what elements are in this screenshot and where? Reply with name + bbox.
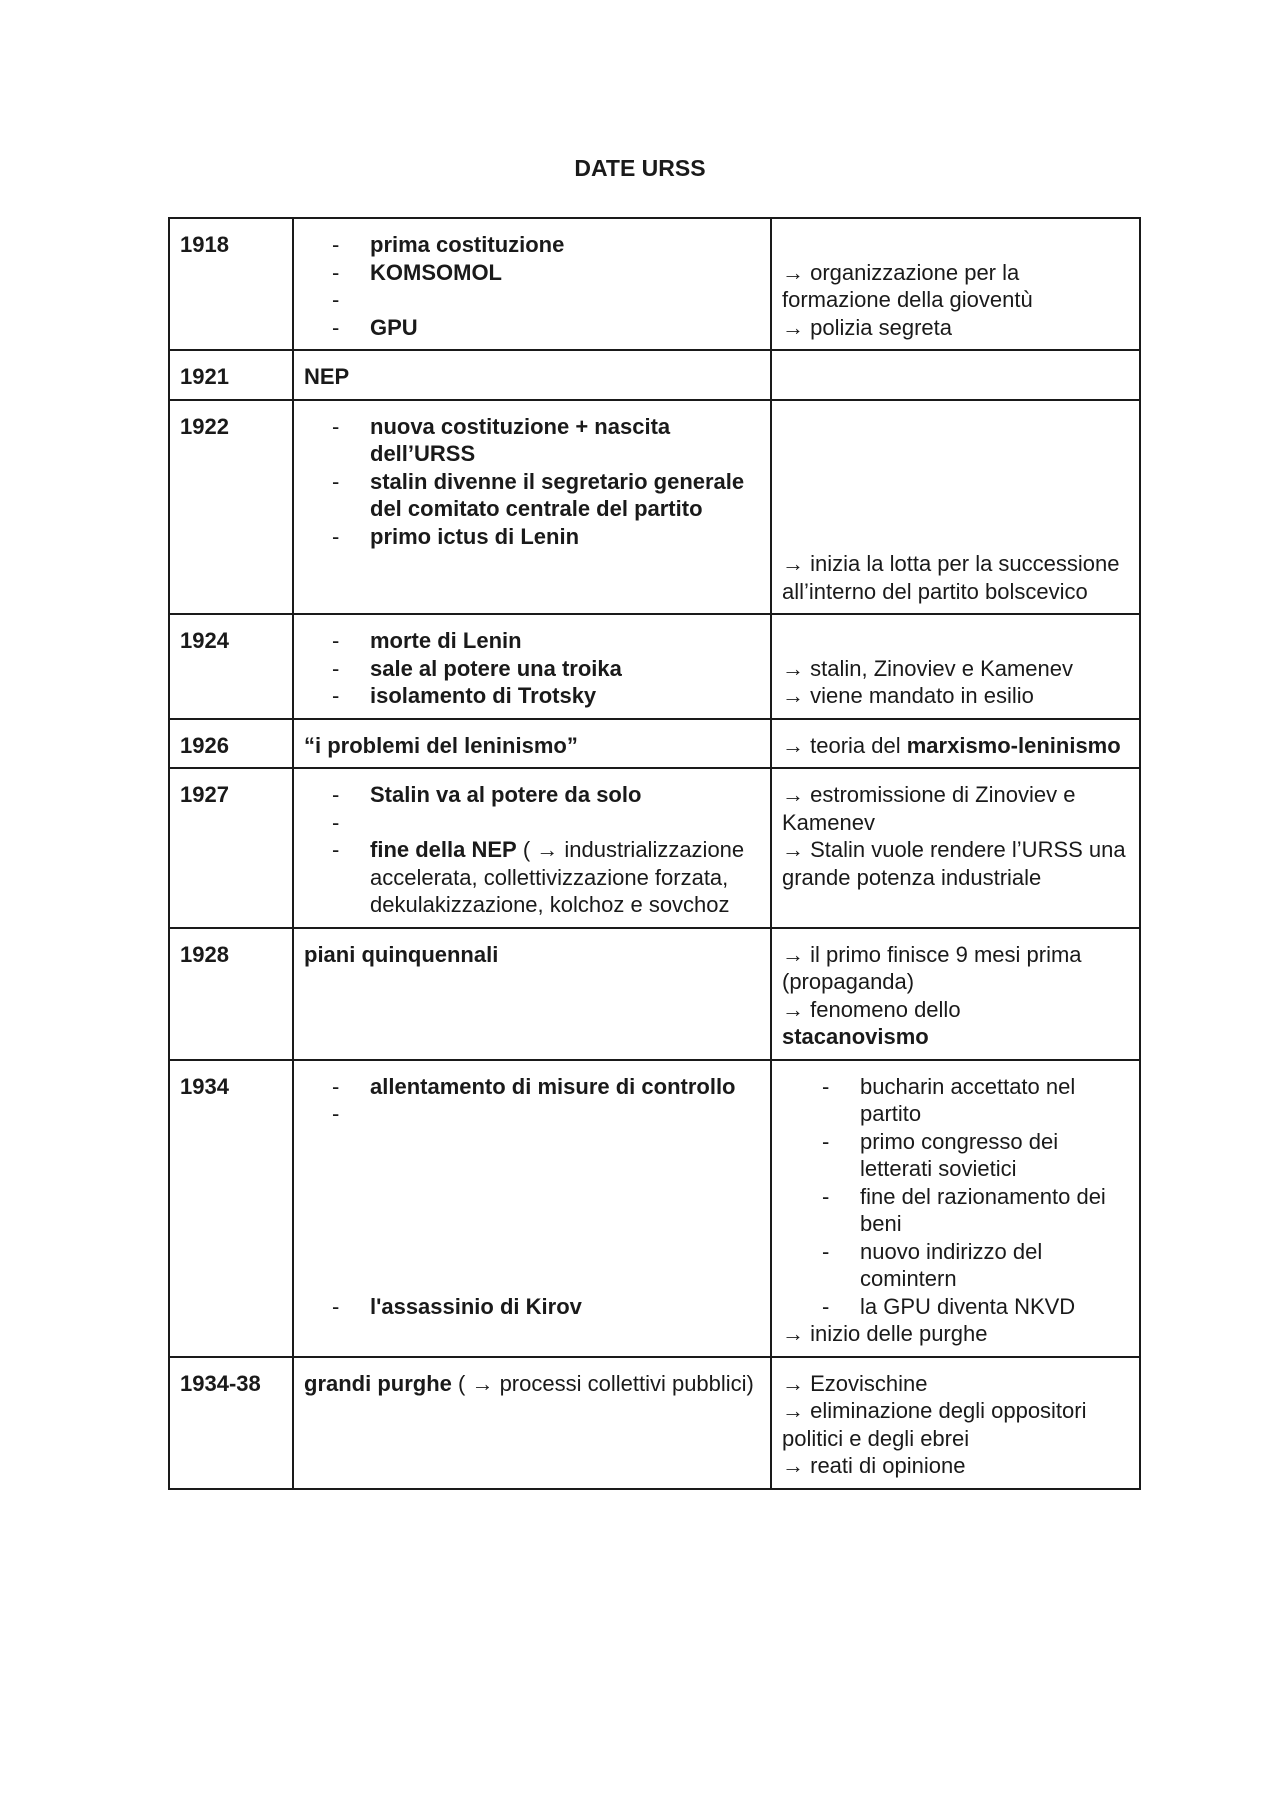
note-text: → inizio delle purghe [782, 1321, 988, 1346]
note-text: → il primo finisce 9 mesi prima (propaganda) [782, 941, 1082, 994]
event-item: - KOMSOMOL [370, 259, 760, 287]
event-item: - primo ictus di Lenin [370, 523, 760, 551]
table-row [169, 400, 1140, 615]
table-row [169, 614, 1140, 719]
event-item: - sale al potere una troika [370, 655, 760, 683]
table-row [169, 350, 1140, 400]
event-list [304, 1073, 760, 1321]
year-cell: 1921 [169, 350, 293, 400]
note-cell [771, 768, 1140, 928]
note-cell [771, 928, 1140, 1060]
event-cell [293, 1060, 771, 1357]
spacer [370, 286, 760, 314]
year-cell: 1922 [169, 400, 293, 615]
event-item: - isolamento di Trotsky [370, 682, 760, 710]
note-text: → reati di opinione [782, 1453, 966, 1478]
note-item: - nuovo indirizzo del comintern [860, 1238, 1129, 1293]
event-item: - stalin divenne il segretario generale del comitato centrale del partito [370, 468, 760, 523]
event-item: - morte di Lenin [370, 627, 760, 655]
event-item: - GPU [370, 314, 760, 342]
event-cell [293, 614, 771, 719]
year-cell: 1926 [169, 719, 293, 769]
event-item: - l'assassinio di Kirov [370, 1293, 760, 1321]
table-row [169, 1060, 1140, 1357]
event-item: - prima costituzione [370, 231, 760, 259]
event-cell: piani quinquennali [293, 928, 771, 1060]
note-item: - fine del razionamento dei beni [860, 1183, 1129, 1238]
note-item: - primo congresso dei letterati sovietici [860, 1128, 1129, 1183]
table-row [169, 218, 1140, 350]
event-cell [293, 218, 771, 350]
year-cell: 1928 [169, 928, 293, 1060]
event-detail: ( → industrializzazione accelerata, collettivizzazione forzata, dekulakizzazione, kolchoz e sovchoz [370, 837, 745, 917]
spacer [782, 627, 1129, 655]
spacer [782, 413, 1129, 468]
event-cell [293, 400, 771, 615]
note-emphasis: marxismo-leninismo [906, 732, 1121, 758]
note-cell [771, 1060, 1140, 1357]
note-cell [771, 218, 1140, 350]
year-cell: 1924 [169, 614, 293, 719]
note-text: → viene mandato in esilio [782, 683, 1034, 708]
note-text: → eliminazione degli oppositori politici e degli ebrei [782, 1398, 1087, 1451]
note-cell [771, 1357, 1140, 1489]
spacer [782, 231, 1129, 259]
note-list [782, 1073, 1129, 1321]
note-cell [771, 719, 1140, 769]
note-text: → stalin, Zinoviev e Kamenev [782, 655, 1074, 681]
table-row [169, 928, 1140, 1060]
spacer [370, 809, 760, 837]
note-text: → polizia segreta [782, 314, 952, 340]
event-item: - nuova costituzione + nascita dell’URSS [370, 413, 760, 468]
event-cell: NEP [293, 350, 771, 400]
note-text: → fenomeno dello [782, 996, 961, 1022]
note-cell [771, 400, 1140, 615]
timeline-table [168, 217, 1141, 1490]
event-label: fine della NEP [370, 837, 517, 862]
note-emphasis: stacanovismo [782, 1024, 929, 1049]
event-cell [293, 1357, 771, 1489]
event-list [304, 627, 760, 710]
event-detail: ( → processi collettivi pubblici) [458, 1370, 754, 1396]
year-cell: 1934 [169, 1060, 293, 1357]
year-cell: 1927 [169, 768, 293, 928]
note-text: → Ezovischine [782, 1370, 928, 1396]
spacer [782, 468, 1129, 551]
table-row [169, 768, 1140, 928]
event-cell [293, 768, 771, 928]
event-list [304, 781, 760, 919]
note-text: → estromissione di Zinoviev e Kamenev [782, 782, 1076, 835]
document-title: DATE URSS [574, 155, 706, 181]
year-cell: 1934-38 [169, 1357, 293, 1489]
note-text: → Stalin vuole rendere l’URSS una grande potenza industriale [782, 837, 1126, 890]
event-item: - Stalin va al potere da solo [370, 781, 760, 809]
event-item: - allentamento di misure di controllo [370, 1073, 760, 1101]
note-text: → organizzazione per la formazione della gioventù [782, 259, 1033, 312]
note-cell [771, 614, 1140, 719]
table-row [169, 1357, 1140, 1489]
spacer [370, 1100, 760, 1293]
note-item: - la GPU diventa NKVD [860, 1293, 1129, 1321]
note-item: - bucharin accettato nel partito [860, 1073, 1129, 1128]
year-cell: 1918 [169, 218, 293, 350]
event-list [304, 413, 760, 551]
event-label: grandi purghe [304, 1370, 452, 1396]
note-cell [771, 350, 1140, 400]
table-row [169, 719, 1140, 769]
event-cell: “i problemi del leninismo” [293, 719, 771, 769]
event-item [370, 836, 760, 919]
event-list [304, 231, 760, 341]
note-text: → inizia la lotta per la successione all’interno del partito bolscevico [782, 551, 1120, 604]
note-text: → teoria del [782, 732, 907, 758]
